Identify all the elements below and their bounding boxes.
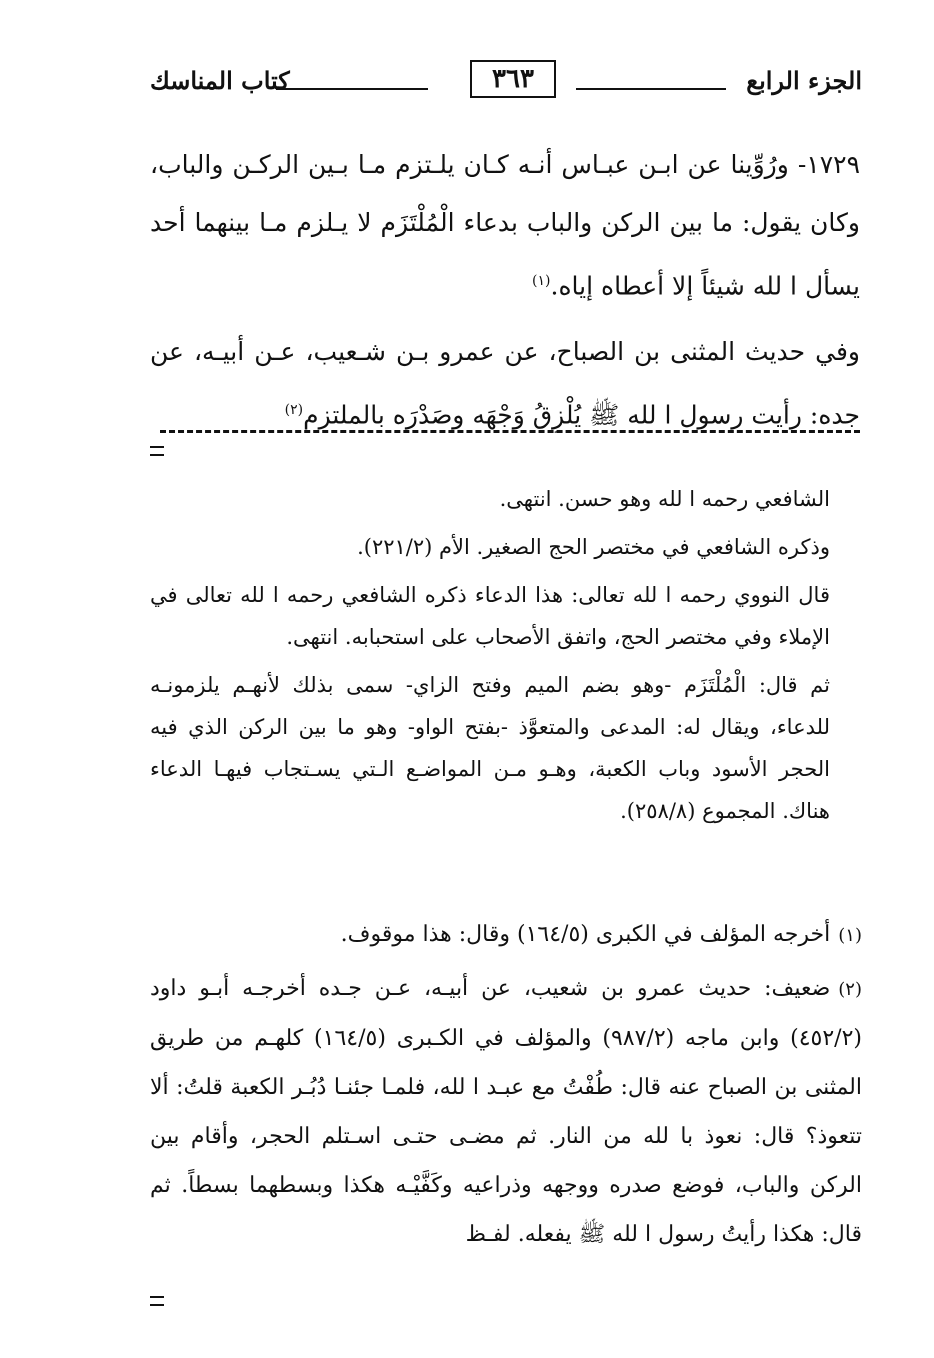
double-dash-mark-bottom: [150, 1296, 164, 1306]
part-title: الجزء الرابع: [746, 66, 862, 95]
header-rule-right: [576, 88, 726, 90]
commentary-line-3: قال النووي رحمه ا لله تعالى: هذا الدعاء ذكره الشافعي رحمه ا لله تعالى في الإملاء وفي مختصر الحج، واتفق الأصحاب على استحبابه. انتهى.: [150, 583, 830, 649]
commentary-line-1: الشافعي رحمه ا لله وهو حسن. انتهى.: [499, 487, 830, 511]
hadith-paragraph: [150, 136, 860, 315]
footnote-1-number: (١): [838, 925, 862, 946]
footnotes: [150, 910, 862, 1259]
footnote-1-text: أخرجه المؤلف في الكبرى (١٦٤/٥) وقال: هذا موقوف.: [340, 922, 831, 947]
page-number: ٣٦٣: [470, 60, 556, 98]
section-separator: [160, 430, 860, 433]
main-text: [150, 136, 860, 445]
footnote-ref-2: (٢): [284, 402, 304, 419]
commentary-section: [150, 478, 830, 832]
book-title: كتاب المناسك: [150, 66, 290, 95]
header-rule-left: [276, 88, 428, 90]
page-header: [150, 52, 862, 100]
footnote-2-number: (٢): [838, 979, 862, 1000]
footnote-1: [150, 910, 862, 960]
hadith-paragraph-2: [150, 323, 860, 444]
footnote-ref-1: (١): [532, 273, 551, 289]
commentary-line-2: وذكره الشافعي في مختصر الحج الصغير. الأم (٢٢١/٢).: [357, 535, 830, 559]
double-dash-mark: [150, 446, 164, 456]
hadith-text: ١٧٢٩- ورُوِّينا عن ابـن عبـاس أنـه كـان يلـتزم مـا بـين الركـن والباب، وكان يقول: ما بين الركن والباب بدعاء الْمُلْتَزَم لا يـلزم مـا بينهما أحد يسأل ا لله شيئاً إلا أعطاه إياه.: [150, 150, 860, 301]
commentary-line-4: ثم قال: الْمُلْتَزَم -وهو بضم الميم وفتح الزاي- سمى بذلك لأنهـم يلزمونـه للدعاء، ويقال له: المدعى والمتعوَّذ -بفتح الواو- وهو ما بين الركن الذي فيه الحجر الأسود وباب الكعبة، وهـو مـن المواضـع الـتي يسـتجاب فيهـا الدعاء هناك. المجموع (٢٥٨/٨).: [150, 673, 830, 823]
footnote-2: [150, 964, 862, 1259]
hadith-text-2: وفي حديث المثنى بن الصباح، عن عمرو بـن شـعيب، عـن أبيـه، عن جده: رأيت رسول ا لله ﷺ يُلْزِقُ وَجْهَه وصَدْرَه بالملتزم: [150, 337, 860, 430]
footnote-2-text: ضعيف: حديث عمرو بن شعيب، عن أبيـه، عـن جـده أخرجـه أبـو داود (٤٥٢/٢) وابن ماجه (٩٨٧/٢) والمؤلف في الكـبرى (١٦٤/٥) كلهـم من طريق المثنى بن الصباح عنه قال: طُفْتُ مع عبـد ا لله، فلمـا جئنـا دُبُـر الكعبة قلتُ: ألا تتعوذ؟ قال: نعوذ با لله من النار. ثم مضـى حتـى اسـتلم الحجر، وأقام بين الركن والباب، فوضع صدره ووجهه وذراعيه وكَفَّيْـه هكذا وبسطهما بسطاً. ثم قال: هكذا رأيتُ رسول ا لله ﷺ يفعله. لفـظ: [150, 976, 862, 1247]
